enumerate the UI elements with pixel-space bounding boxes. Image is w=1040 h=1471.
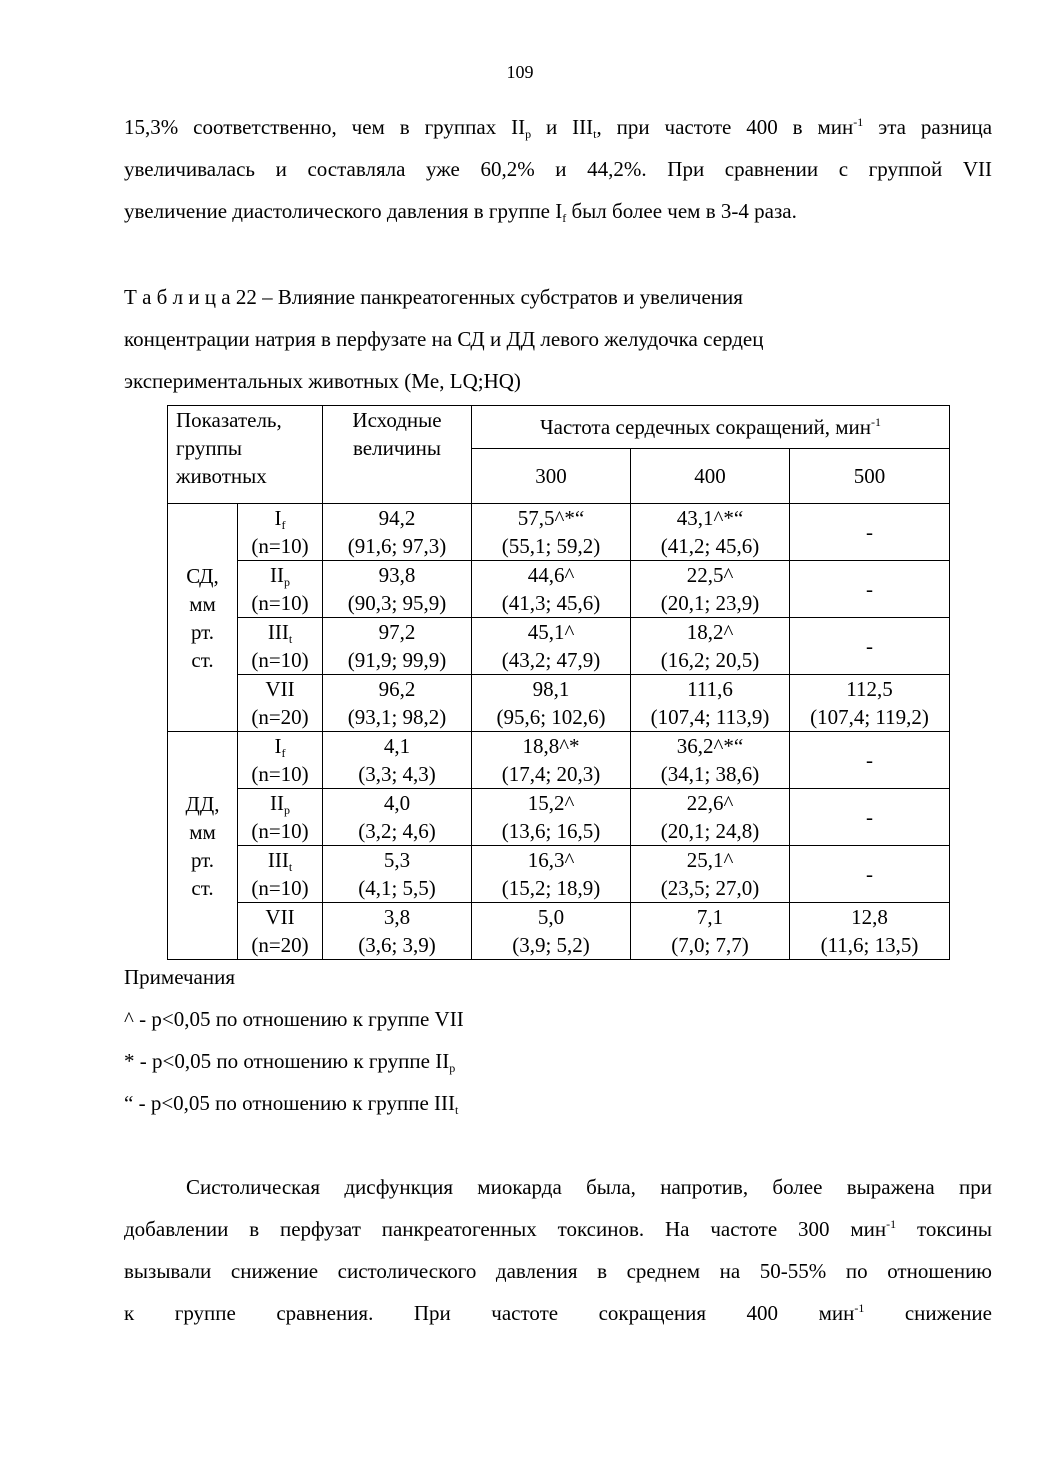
value-median: - <box>866 805 873 829</box>
value-cell-base <box>323 504 472 561</box>
text: Частота сердечных сокращений, мин <box>540 415 871 439</box>
table-row <box>168 903 950 960</box>
text: к группе сравнения. При частоте сокращения 400 мин <box>124 1301 855 1325</box>
value-cell-f300 <box>472 504 631 561</box>
value-range: (91,9; 99,9) <box>347 648 447 672</box>
value-median: 43,1^*“ <box>676 506 744 530</box>
group-name: III <box>267 848 289 872</box>
group-cell <box>238 789 323 846</box>
table-row <box>168 618 950 675</box>
value-cell-f500 <box>790 618 950 675</box>
value-cell-base <box>323 732 472 789</box>
value-median: 7,1 <box>696 905 724 929</box>
subscript: t <box>593 127 597 141</box>
group-cell <box>238 504 323 561</box>
text: добавлении в перфузат панкреатогенных токсинов. На частоте 300 мин <box>124 1217 887 1241</box>
value-range: (3,9; 5,2) <box>512 933 590 957</box>
value-median: 44,6^ <box>527 563 575 587</box>
caption-line-2: концентрации натрия в перфузате на СД и ДД левого желудочка сердец <box>124 327 764 351</box>
superscript: -1 <box>853 115 864 129</box>
outro-line-1: Систолическая дисфункция миокарда была, напротив, более выражена при <box>186 1175 992 1199</box>
value-cell-base <box>323 903 472 960</box>
value-range: (107,4; 113,9) <box>650 705 770 729</box>
page-number: 109 <box>506 62 534 82</box>
value-cell-f300 <box>472 675 631 732</box>
value-cell-f500 <box>790 675 950 732</box>
group-n: (n=10) <box>251 648 309 672</box>
value-range: (107,4; 119,2) <box>810 705 929 729</box>
value-median: 25,1^ <box>686 848 734 872</box>
value-cell-f500 <box>790 504 950 561</box>
value-median: 12,8 <box>851 905 888 929</box>
value-median: - <box>866 862 873 886</box>
table-row <box>168 561 950 618</box>
value-cell-f300 <box>472 903 631 960</box>
value-range: (93,1; 98,2) <box>347 705 447 729</box>
row-group-label: ДД, мм рт. ст. <box>168 732 238 960</box>
text: 15,3% соответственно, чем в группах II <box>124 115 526 139</box>
value-cell-f300 <box>472 732 631 789</box>
value-cell-f300 <box>472 618 631 675</box>
value-range: (11,6; 13,5) <box>820 933 919 957</box>
value-median: 16,3^ <box>527 848 575 872</box>
value-range: (17,4; 20,3) <box>501 762 601 786</box>
outro-paragraph <box>124 1166 992 1334</box>
group-name: II <box>270 563 284 587</box>
value-median: 112,5 <box>846 677 893 701</box>
value-range: (4,1; 5,5) <box>358 876 436 900</box>
subscript: p <box>449 1061 456 1075</box>
value-cell-f300 <box>472 789 631 846</box>
table-row <box>168 789 950 846</box>
value-median: 5,0 <box>537 905 565 929</box>
value-range: (3,6; 3,9) <box>358 933 436 957</box>
value-cell-base <box>323 561 472 618</box>
group-name: VII <box>265 905 295 929</box>
group-cell <box>238 846 323 903</box>
header-indicator: Показатель, группы животных <box>168 406 323 504</box>
value-cell-f400 <box>631 675 790 732</box>
value-range: (41,3; 45,6) <box>501 591 601 615</box>
value-median: 93,8 <box>378 563 416 587</box>
header-freq-400: 400 <box>631 449 790 504</box>
text: * - p<0,05 по отношению к группе II <box>124 1049 450 1073</box>
note-2 <box>124 1040 464 1082</box>
text: снижение <box>864 1301 992 1325</box>
value-median: - <box>866 520 873 544</box>
note-1: ^ - p<0,05 по отношению к группе VII <box>124 1007 464 1031</box>
value-range: (90,3; 95,9) <box>347 591 447 615</box>
value-cell-f400 <box>631 789 790 846</box>
value-range: (55,1; 59,2) <box>501 534 601 558</box>
table-row <box>168 504 950 561</box>
value-cell-base <box>323 618 472 675</box>
notes <box>124 956 464 1124</box>
value-median: 97,2 <box>378 620 416 644</box>
group-cell <box>238 732 323 789</box>
value-range: (7,0; 7,7) <box>671 933 749 957</box>
value-median: 15,2^ <box>527 791 575 815</box>
value-median: 18,8^* <box>522 734 580 758</box>
subscript: f <box>562 211 567 225</box>
value-cell-f400 <box>631 561 790 618</box>
intro-line-3 <box>124 190 992 232</box>
group-cell <box>238 561 323 618</box>
value-range: (23,5; 27,0) <box>660 876 760 900</box>
value-cell-f400 <box>631 903 790 960</box>
intro-paragraph <box>124 106 992 232</box>
data-table <box>167 405 950 960</box>
value-cell-f400 <box>631 504 790 561</box>
group-n: (n=20) <box>251 705 309 729</box>
value-cell-f400 <box>631 732 790 789</box>
value-median: 111,6 <box>687 677 733 701</box>
subscript: p <box>525 127 532 141</box>
value-median: - <box>866 748 873 772</box>
value-range: (15,2; 18,9) <box>501 876 601 900</box>
note-3 <box>124 1082 464 1124</box>
group-cell <box>238 675 323 732</box>
table-row <box>168 846 950 903</box>
value-cell-f300 <box>472 561 631 618</box>
outro-line-3: вызывали снижение систолического давления в среднем на 50-55% по отношению <box>124 1259 992 1283</box>
text: , при частоте 400 в мин <box>596 115 854 139</box>
caption-line-1: Т а б л и ц а 22 – Влияние панкреатогенных субстратов и увеличения <box>124 285 743 309</box>
group-subscript: f <box>281 746 286 760</box>
group-cell <box>238 618 323 675</box>
table-caption <box>124 276 992 402</box>
value-range: (41,2; 45,6) <box>660 534 760 558</box>
value-median: 3,8 <box>383 905 411 929</box>
superscript: -1 <box>871 415 881 429</box>
text: и III <box>531 115 594 139</box>
value-cell-f400 <box>631 618 790 675</box>
caption-line-3: экспериментальных животных (Me, LQ;HQ) <box>124 369 521 393</box>
group-name: II <box>270 791 284 815</box>
value-median: 18,2^ <box>686 620 734 644</box>
superscript: -1 <box>886 1217 897 1231</box>
value-cell-base <box>323 675 472 732</box>
value-median: 94,2 <box>378 506 416 530</box>
text: токсины <box>896 1217 992 1241</box>
notes-title: Примечания <box>124 965 236 989</box>
text: был более чем в 3-4 раза. <box>566 199 797 223</box>
group-name: I <box>274 734 282 758</box>
value-median: 96,2 <box>378 677 416 701</box>
group-cell <box>238 903 323 960</box>
row-group-label: СД, мм рт. ст. <box>168 504 238 732</box>
value-median: - <box>866 634 873 658</box>
group-n: (n=10) <box>251 534 309 558</box>
value-range: (13,6; 16,5) <box>501 819 601 843</box>
value-range: (3,2; 4,6) <box>358 819 436 843</box>
subscript: t <box>455 1103 459 1117</box>
group-subscript: p <box>284 803 290 817</box>
value-cell-f300 <box>472 846 631 903</box>
value-median: 5,3 <box>383 848 411 872</box>
group-n: (n=10) <box>251 591 309 615</box>
value-median: 4,1 <box>383 734 411 758</box>
superscript: -1 <box>854 1301 865 1315</box>
intro-line-1 <box>124 106 992 148</box>
group-name: VII <box>265 677 295 701</box>
value-range: (16,2; 20,5) <box>660 648 760 672</box>
outro-line-4 <box>124 1292 992 1334</box>
value-range: (3,3; 4,3) <box>358 762 436 786</box>
value-range: (20,1; 24,8) <box>660 819 760 843</box>
value-range: (91,6; 97,3) <box>347 534 447 558</box>
header-heart-rate <box>472 406 950 449</box>
group-subscript: p <box>284 575 290 589</box>
table-row <box>168 732 950 789</box>
value-range: (34,1; 38,6) <box>660 762 760 786</box>
value-range: (43,2; 47,9) <box>501 648 601 672</box>
value-cell-f500 <box>790 789 950 846</box>
value-range: (95,6; 102,6) <box>496 705 606 729</box>
value-median: 45,1^ <box>527 620 575 644</box>
value-median: 22,5^ <box>686 563 734 587</box>
group-name: I <box>274 506 282 530</box>
text: эта разница <box>863 115 993 139</box>
value-median: 4,0 <box>383 791 411 815</box>
group-n: (n=20) <box>251 933 309 957</box>
group-name: III <box>267 620 289 644</box>
value-median: - <box>866 577 873 601</box>
value-cell-f500 <box>790 561 950 618</box>
text: увеличение диастолического давления в группе I <box>124 199 563 223</box>
value-median: 36,2^*“ <box>676 734 744 758</box>
value-cell-f400 <box>631 846 790 903</box>
table-body <box>168 504 950 960</box>
group-subscript: t <box>288 632 293 646</box>
value-median: 57,5^*“ <box>517 506 585 530</box>
value-cell-f500 <box>790 732 950 789</box>
table-row <box>168 675 950 732</box>
header-freq-300: 300 <box>472 449 631 504</box>
value-cell-base <box>323 789 472 846</box>
group-subscript: f <box>281 518 286 532</box>
value-cell-f500 <box>790 846 950 903</box>
value-median: 22,6^ <box>686 791 734 815</box>
outro-line-2 <box>124 1208 992 1250</box>
text: “ - p<0,05 по отношению к группе III <box>124 1091 456 1115</box>
header-baseline: Исходные величины <box>323 406 472 504</box>
value-cell-base <box>323 846 472 903</box>
value-median: 98,1 <box>532 677 570 701</box>
group-n: (n=10) <box>251 819 309 843</box>
intro-line-2: увеличивалась и составляла уже 60,2% и 44,2%. При сравнении с группой VII <box>124 157 992 181</box>
group-n: (n=10) <box>251 762 309 786</box>
group-subscript: t <box>288 860 293 874</box>
value-cell-f500 <box>790 903 950 960</box>
value-range: (20,1; 23,9) <box>660 591 760 615</box>
header-freq-500: 500 <box>790 449 950 504</box>
group-n: (n=10) <box>251 876 309 900</box>
